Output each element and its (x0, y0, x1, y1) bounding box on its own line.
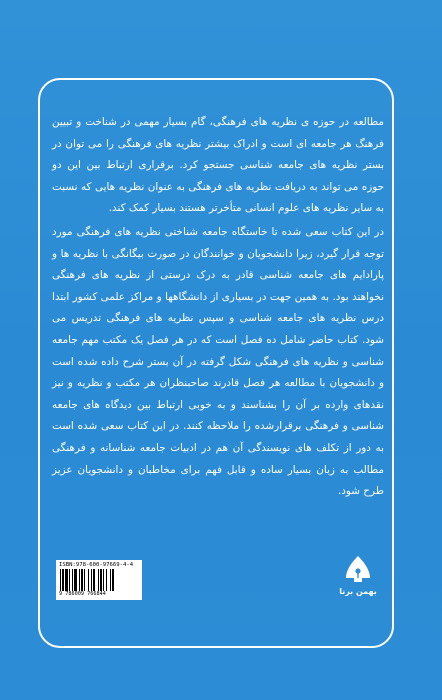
isbn-barcode (56, 560, 142, 600)
blurb-paragraph-2: در این کتاب سعی شده تا خاستگاه جامعه شناختی نظریه های فرهنگی مورد توجه قرار گیرد، زیرا دانشجویان و خوانندگان در صورت بیگانگی با نظریه ها و پارادایم های جامعه شناسی قادر به درک درستی از نظریه های فرهنگی نخواهند بود. به همین جهت در بسیاری از دانشگاهها و مراکز علمی کشور ابتدا درس نظریه های جامعه شناسی و سپس نظریه های فرهنگی تدریس می شود. کتاب حاضر شامل ده فصل است که در هر فصل یک مکتب مهم جامعه شناسی و نظریه های فرهنگی شکل گرفته در آن بستر شرح داده شده است و دانشجویان با مطالعه هر فصل قادرند صاحبنظران هر مکتب و نظریه و نیز نقدهای وارده بر آن را بشناسند و به خوبی ارتباط بین دیدگاه های جامعه شناسی و فرهنگی برقرارشده را ملاحظه کنند. در این کتاب سعی شده است به دور از تکلف های نویسندگی آن هم در ادبیات جامعه شناسانه و فرهنگی مطالب به زبان بسیار ساده و قابل فهم برای مخاطبان و دانشجویان عزیز طرح شود. (52, 225, 384, 498)
barcode-digits: 9 786009 766844 (59, 591, 106, 597)
isbn-label: ISBN:978-600-97669-4-4 (59, 562, 134, 568)
blurb-text (52, 112, 384, 505)
pen-nib-logo (334, 552, 382, 600)
barcode-bars (59, 569, 139, 591)
publisher-name: بهمن برنا (339, 587, 377, 596)
blurb-paragraph-1: مطالعه در حوزه ی نظریه های فرهنگی، گام بسیار مهمی در شناخت و تبیین فرهنگ هر جامعه ای است و ادراک بیشتر نظریه های فرهنگی را می توان در بستر نظریه های جامعه شناسی جستجو کرد. برقراری ارتباط بین این دو حوزه می تواند به دریافت نظریه های فرهنگی به عنوان نظریه هایی که نسبت به سایر نظریه های علوم انسانی متأخرتر هستند بسیار کمک کند. (52, 116, 384, 215)
